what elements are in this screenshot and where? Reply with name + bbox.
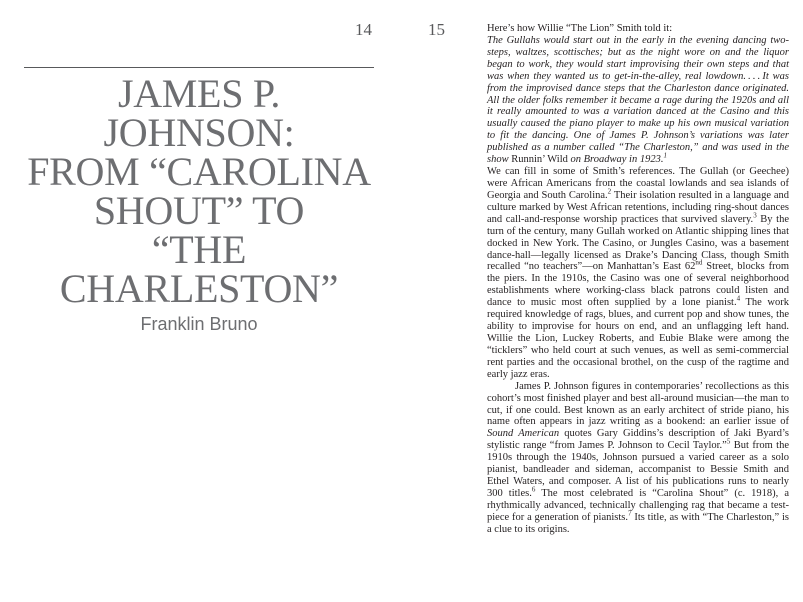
author-name: Franklin Bruno [140, 314, 258, 334]
body-text [487, 23, 789, 536]
title-rule [24, 67, 374, 68]
footnote-ref: 6 [531, 485, 536, 494]
show-title: Runnin’ Wild [511, 154, 568, 166]
quote-text-end: on Broadway in 1923. [567, 154, 664, 166]
paragraph-text: But from the 1910s through the 1940s, Johnson pursued a varied career as a solo pianist, bandleader and sideman, accompanist to Bessie Smith and Ethel Waters, and composer. A list of his publications runs to nearly 300 titles. [487, 440, 789, 499]
footnote-ref: 5 [726, 437, 731, 446]
title-line: SHOUT” TO [93, 188, 305, 233]
paragraph-1 [487, 166, 789, 381]
left-page [0, 0, 400, 602]
block-quote [487, 35, 789, 166]
page-number-left: 14 [355, 20, 372, 39]
title-line: “THE [151, 227, 247, 272]
paragraph-text: James P. Johnson figures in contemporaries’ recollections as this cohort’s most finished player and best all-around musician—the man to cut, if one could. Best known as an early architect of stride piano, his name often appears in jazz writing as a bookend: an earlier issue of [487, 380, 789, 428]
paragraph-text: quotes Gary Giddins’s description of Jaki Byard’s stylistic range “from James P. Johnson to Cecil Taylor.” [487, 428, 790, 452]
page-number-right: 15 [428, 20, 445, 39]
title-line: FROM “CAROLINA [27, 149, 371, 194]
paragraph-text: By the turn of the century, many Gullah worked on Atlantic shipping lines that docked in New York. The Casino, or Jungles Casino, was a basement dance-hall—legally licensed as Drake’s Dancing Class, though Smith recalled “no teachers”—on Manhattan’s East 62 [487, 213, 789, 273]
footnote-ref: 4 [736, 294, 741, 303]
quote-text: The Gullahs would start out in the early in the evening dancing two-steps, waltzes, scottisches; but as the night wore on and the liquor began to work, they would start improvising their own steps and that was when they wanted us to get-in-the-alley, real lowdown. . . . It was from the improvised dance steps that the Charleston dance originated. All the older folks remember it became a rage during the 1920s and all it really amounted to was a variation danced at the Casino and this usually caused the piano player to make up his own musical variation to fit the dancing. One of James P. Johnson’s variations was later published as a number called “The Charleston,” and was used in the show [487, 34, 789, 166]
paragraph-text: We can fill in some of Smith’s references. The Gullah (or Geechee) were African Americans from the coastal lowlands and sea islands of Georgia and South Carolina. [487, 166, 789, 201]
footnote-ref: 1 [663, 151, 667, 160]
title-line: JAMES P. [117, 71, 281, 116]
footnote-ref: 7 [628, 509, 632, 518]
footnote-ref: 3 [753, 211, 757, 220]
article-title [24, 71, 374, 311]
paragraph-2 [487, 381, 789, 536]
magazine-title: Sound American [487, 428, 560, 440]
paragraph-text: Its title, as with “The Charleston,” is a clue to its origins. [487, 511, 789, 535]
paragraph-text: The work required knowledge of rags, blues, and current pop and show tunes, the ability to improvise for hours on end, and an unflagging left hand. Willie the Lion, Luckey Roberts, and Eubie Blake were among the “ticklers” who held court at such venues, as well as semi-commercial rent parties and the occasional brothel, on the cusp of the ragtime and early jazz eras. [487, 297, 789, 380]
title-line: CHARLESTON” [59, 266, 339, 311]
ordinal-suffix: nd [695, 258, 703, 267]
footnote-ref: 2 [607, 187, 612, 196]
paragraph-text: Their isolation resulted in a language and culture marked by West African retentions, including ring-shout dances and call-and-response worship practices that survived slavery. [487, 189, 789, 225]
paragraph-text: The most celebrated is “Carolina Shout” (c. 1918), a rhythmically advanced, technically challenging rag that became a test-piece for a generation of pianists. [487, 487, 789, 523]
title-line: JOHNSON: [103, 110, 295, 155]
quote-intro: Here’s how Willie “The Lion” Smith told it: [487, 23, 673, 34]
paragraph-text: Street, blocks from the piers. In the 1910s, the Casino was one of several neighborhood establishments where working-class black patrons could listen and dance to music most often supplied by a lone pianist. [487, 261, 789, 309]
right-page [420, 0, 803, 602]
